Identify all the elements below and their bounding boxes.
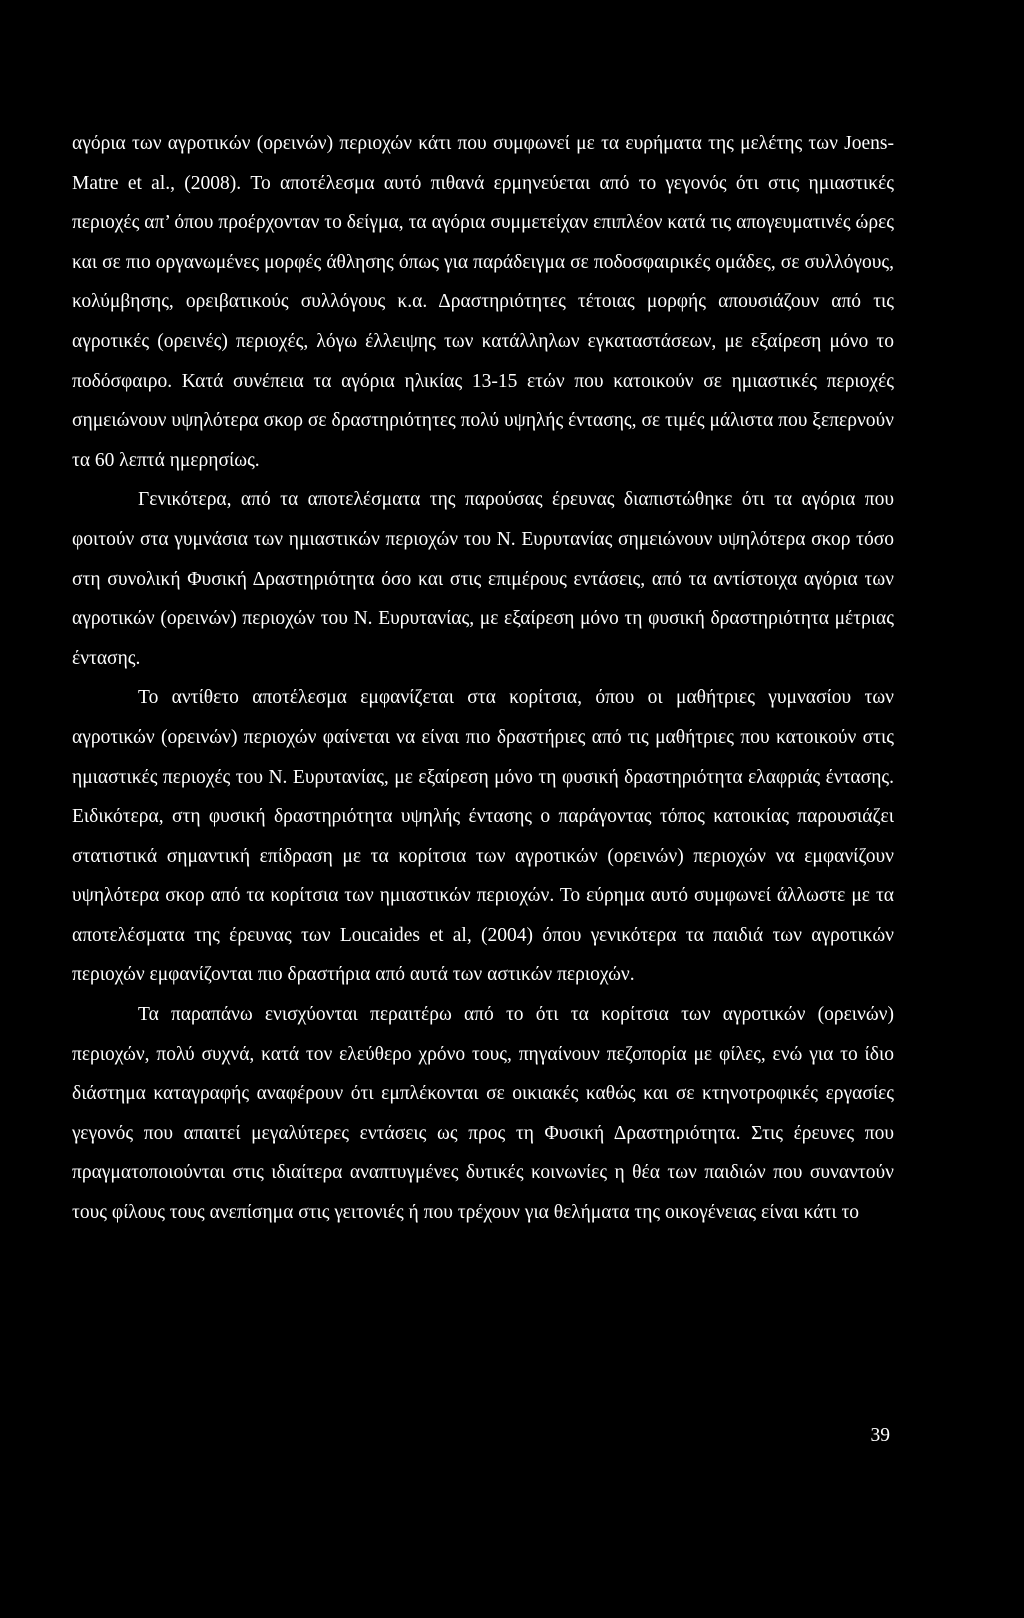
paragraph-3: Το αντίθετο αποτέλεσμα εμφανίζεται στα κορίτσια, όπου οι μαθήτριες γυμνασίου των αγροτικών (ορεινών) περιοχών φαίνεται να είναι πιο δραστήριες από τις μαθήτριες που κατοικούν στις ημιαστικές περιοχές του Ν. Ευρυτανίας, με εξαίρεση μόνο τη φυσική δραστηριότητα ελαφριάς έντασης. Ειδικότερα, στη φυσική δραστηριότητα υψηλής έντασης ο παράγοντας τόπος κατοικίας παρουσιάζει στατιστικά σημαντική επίδραση με τα κορίτσια των αγροτικών (ορεινών) περιοχών να εμφανίζουν υψηλότερα σκορ από τα κορίτσια των ημιαστικών περιοχών. Το εύρημα αυτό συμφωνεί άλλωστε με τα αποτελέσματα της έρευνας των Loucaides et al, (2004) όπου γενικότερα τα παιδιά των αγροτικών περιοχών εμφανίζονται πιο δραστήρια από αυτά των αστικών περιοχών.: [72, 687, 894, 986]
document-body: [72, 124, 894, 1233]
paragraph-4: Τα παραπάνω ενισχύονται περαιτέρω από το ότι τα κορίτσια των αγροτικών (ορεινών) περιοχών, πολύ συχνά, κατά τον ελεύθερο χρόνο τους, πηγαίνουν πεζοπορία με φίλες, ενώ για το ίδιο διάστημα καταγραφής αναφέρουν ότι εμπλέκονται σε οικιακές καθώς και σε κτηνοτροφικές εργασίες γεγονός που απαιτεί μεγαλύτερες εντάσεις ως προς τη Φυσική Δραστηριότητα. Στις έρευνες που πραγματοποιούνται στις ιδιαίτερα αναπτυγμένες δυτικές κοινωνίες η θέα των παιδιών που συναντούν τους φίλους τους ανεπίσημα στις γειτονιές ή που τρέχουν για θελήματα της οικογένειας είναι κάτι το: [72, 1004, 894, 1224]
paragraph-1: αγόρια των αγροτικών (ορεινών) περιοχών κάτι που συμφωνεί με τα ευρήματα της μελέτης των Joens-Matre et al., (2008). Το αποτέλεσμα αυτό πιθανά ερμηνεύεται από το γεγονός ότι στις ημιαστικές περιοχές απ’ όπου προέρχονταν το δείγμα, τα αγόρια συμμετείχαν επιπλέον κατά τις απογευματινές ώρες και σε πιο οργανωμένες μορφές άθλησης όπως για παράδειγμα σε ποδοσφαιρικές ομάδες, σε συλλόγους, κολύμβησης, ορειβατικούς συλλόγους κ.α. Δραστηριότητες τέτοιας μορφής απουσιάζουν από τις αγροτικές (ορεινές) περιοχές, λόγω έλλειψης των κατάλληλων εγκαταστάσεων, με εξαίρεση μόνο το ποδόσφαιρο. Κατά συνέπεια τα αγόρια ηλικίας 13-15 ετών που κατοικούν σε ημιαστικές περιοχές σημειώνουν υψηλότερα σκορ σε δραστηριότητες πολύ υψηλής έντασης, σε τιμές μάλιστα που ξεπερνούν τα 60 λεπτά ημερησίως.: [72, 133, 894, 471]
paragraph-2: Γενικότερα, από τα αποτελέσματα της παρούσας έρευνας διαπιστώθηκε ότι τα αγόρια που φοιτούν στα γυμνάσια των ημιαστικών περιοχών του Ν. Ευρυτανίας σημειώνουν υψηλότερα σκορ τόσο στη συνολική Φυσική Δραστηριότητα όσο και στις επιμέρους εντάσεις, από τα αντίστοιχα αγόρια των αγροτικών (ορεινών) περιοχών του Ν. Ευρυτανίας, με εξαίρεση μόνο τη φυσική δραστηριότητα μέτριας έντασης.: [72, 489, 894, 669]
page-number: 39: [870, 1425, 890, 1446]
